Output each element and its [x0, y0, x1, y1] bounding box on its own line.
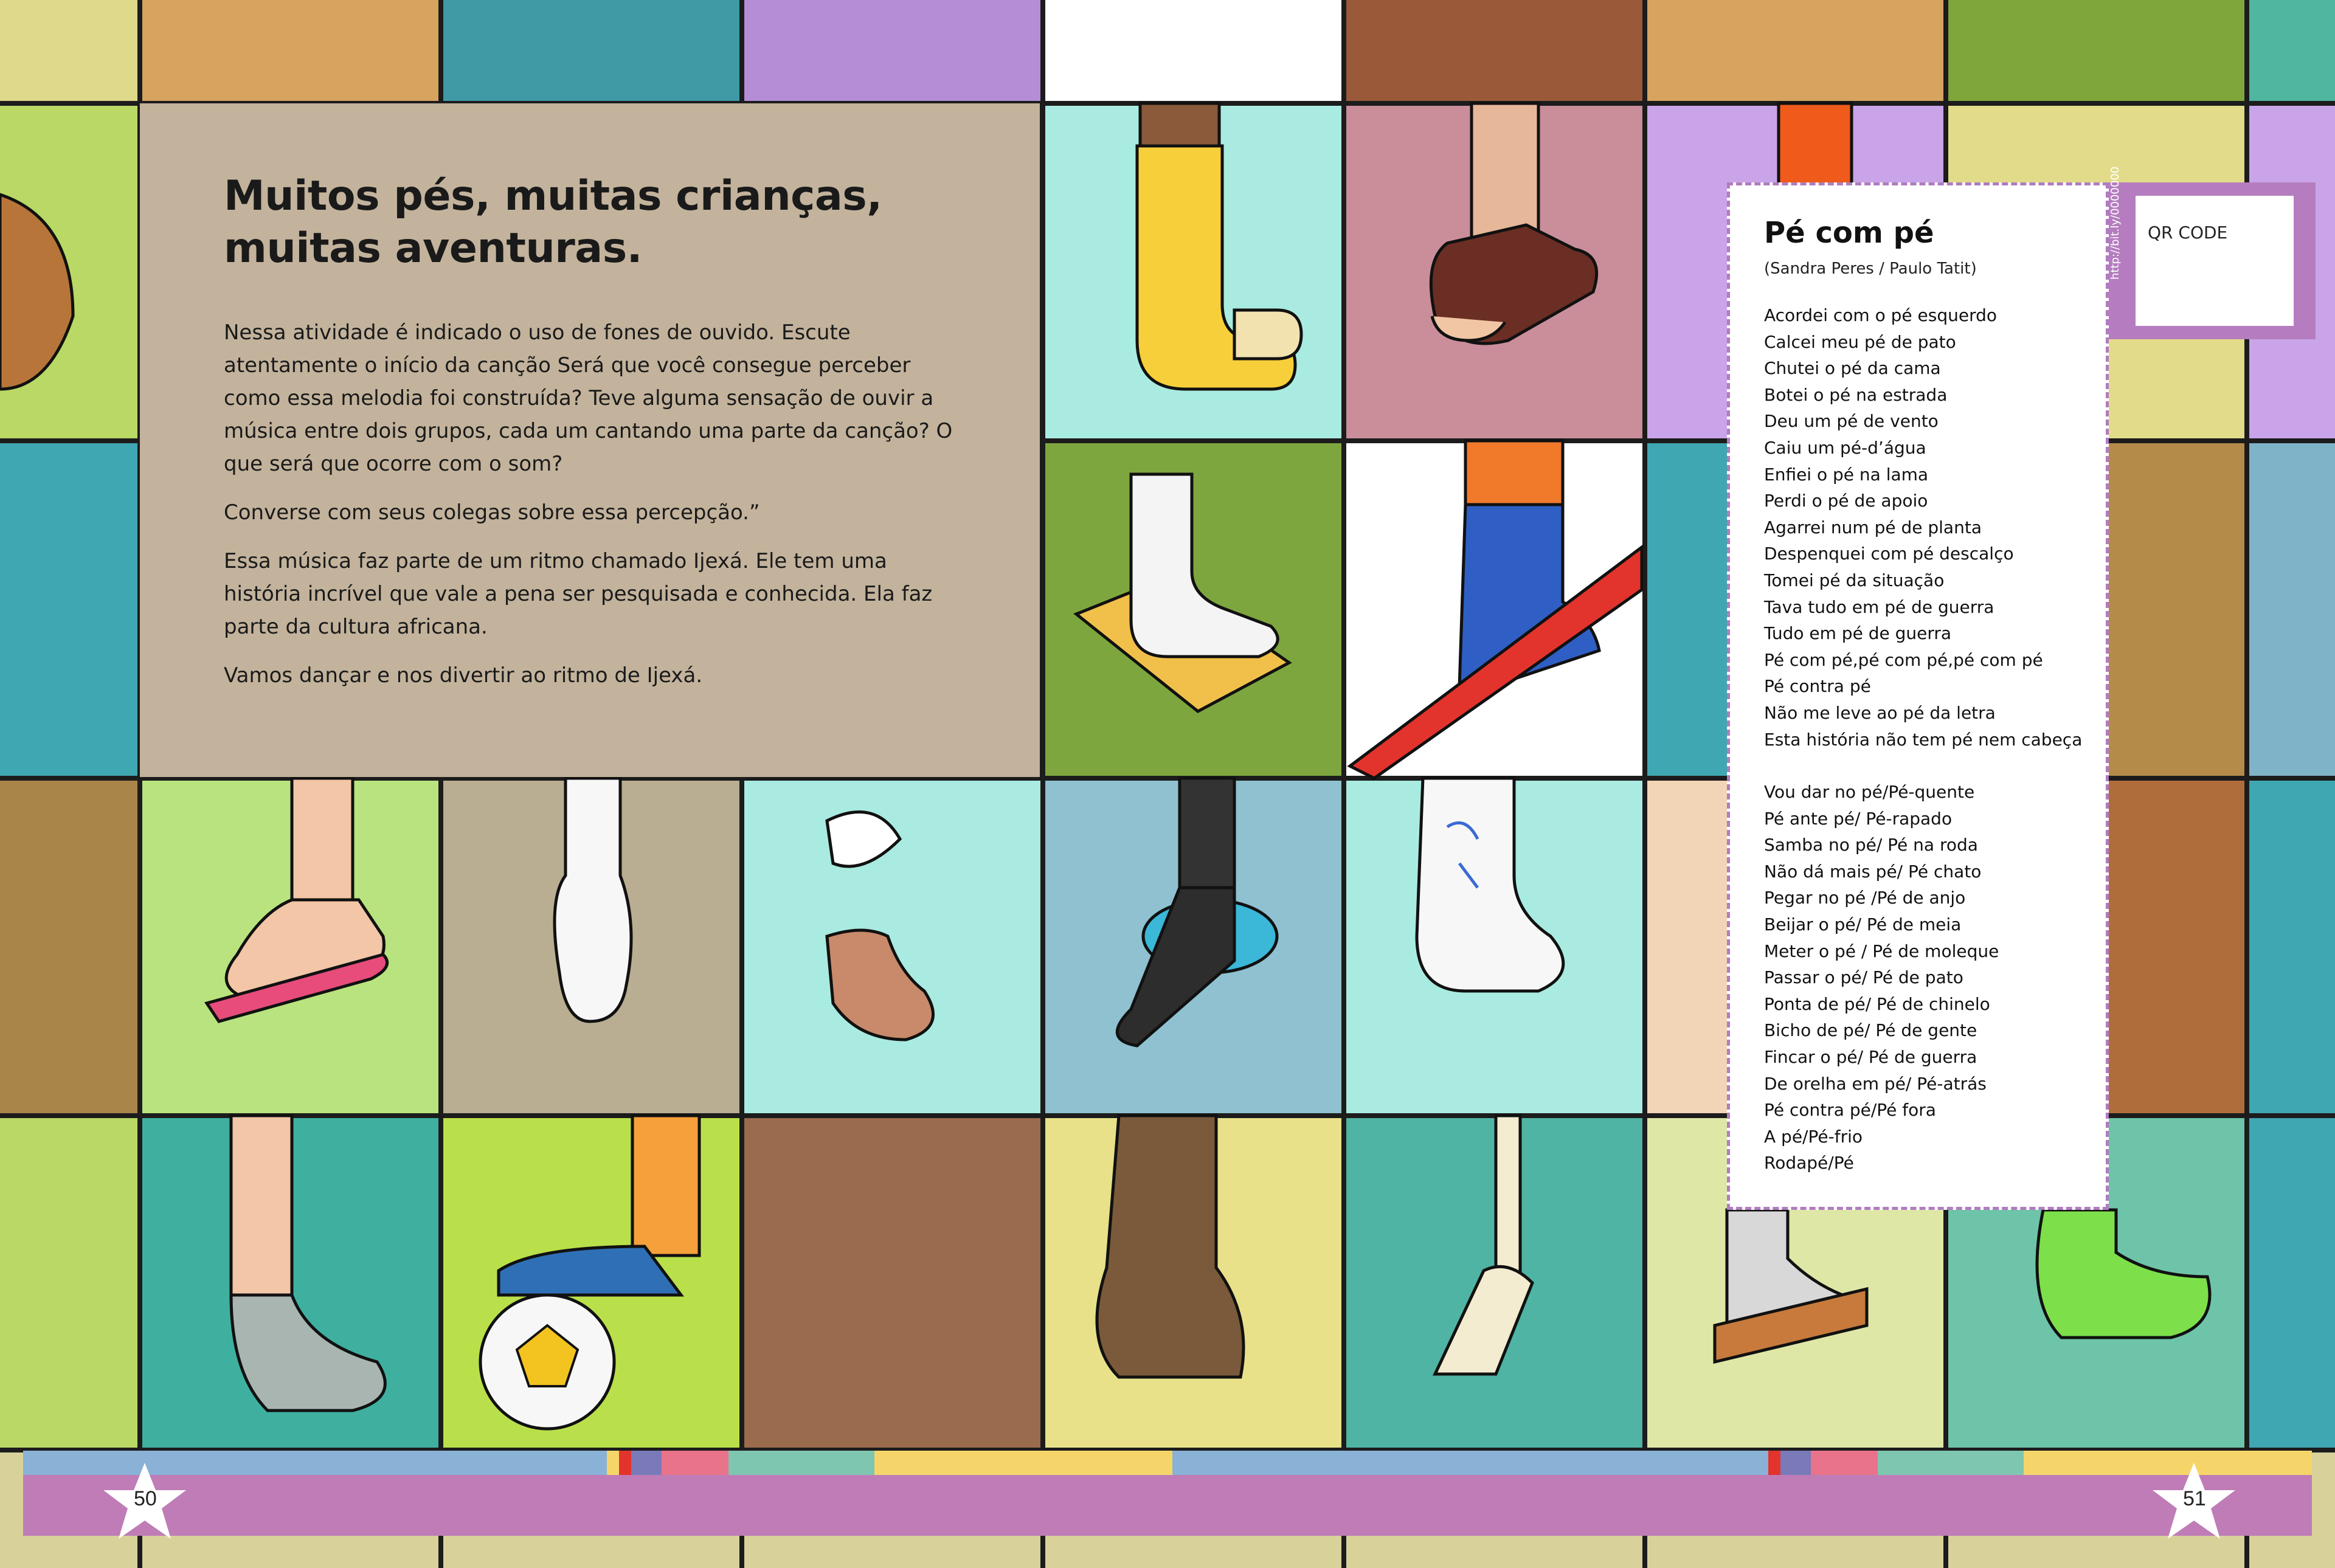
footer-band-yellow: [874, 1451, 1172, 1476]
qr-label: QR CODE: [2148, 223, 2228, 243]
footer-band-segment: [1780, 1451, 1811, 1476]
lyric-line: Chutei o pé da cama: [1764, 358, 1941, 379]
lyric-line: Tudo em pé de guerra: [1764, 623, 1952, 644]
lyric-line: Caiu um pé-d’água: [1764, 437, 1926, 458]
lyric-line: De orelha em pé/ Pé-atrás: [1764, 1073, 1987, 1094]
lyric-verse-1: [1764, 302, 2106, 753]
intro-paragraph-3: Essa música faz parte de um ritmo chamado Ijexá. Ele tem uma história incrível que vale a pena ser pesquisada e conhecida. Ela faz parte da cultura africana.: [224, 549, 933, 639]
footer-band-segment: [631, 1451, 662, 1476]
lyric-line: A pé/Pé-frio: [1764, 1126, 1863, 1147]
page-number-left: 50: [134, 1487, 157, 1510]
lyric-line: Despenquei com pé descalço: [1764, 544, 2014, 564]
intro-paragraph-1: Nessa atividade é indicado o uso de fones de ouvido. Escute atentamente o início da canção Será que você consegue perceber como essa melodia foi construída? Teve alguma sensação de ouvir a música entre dois grupos, cada um cantando uma parte da canção? O que será que ocorre com o som?: [224, 320, 953, 476]
lyric-line: Rodapé/Pé: [1764, 1153, 1854, 1173]
lyric-line: Acordei com o pé esquerdo: [1764, 305, 1998, 325]
footer-band-segment: [607, 1451, 619, 1476]
lyric-line: Botei o pé na estrada: [1764, 384, 1948, 405]
footer-band-segment: [1811, 1451, 1878, 1476]
footer-band-segment: [1878, 1451, 2024, 1476]
verse-gap: [1764, 753, 2106, 779]
lyric-card: [1727, 182, 2109, 1210]
lyric-title: Pé com pé: [1764, 216, 1934, 250]
lyric-authors: (Sandra Peres / Paulo Tatit): [1764, 260, 1977, 278]
qr-code-box[interactable]: [2109, 166, 2316, 339]
footer-band-blue: [1172, 1451, 1768, 1476]
lyric-line: Não me leve ao pé da letra: [1764, 702, 1996, 723]
lyric-line: Pé contra pé: [1764, 676, 1871, 697]
lyric-line: Esta história não tem pé nem cabeça: [1764, 729, 2083, 750]
lyric-line: Bicho de pé/ Pé de gente: [1764, 1020, 1977, 1041]
footer-band-segment: [1768, 1451, 1780, 1476]
footer-band-segment: [619, 1451, 631, 1476]
qr-url[interactable]: http://bit.ly/0000000: [2109, 166, 2122, 280]
intro-panel: [140, 103, 1040, 777]
qr-code-placeholder: [2136, 196, 2294, 326]
page-number-right: 51: [2183, 1487, 2206, 1510]
lyric-line: Pegar no pé /Pé de anjo: [1764, 888, 1966, 908]
footer-band-segment: [662, 1451, 728, 1476]
footer-purple-bar: [23, 1475, 2312, 1536]
lyric-line: Ponta de pé/ Pé de chinelo: [1764, 993, 1990, 1014]
lyric-line: Pé contra pé/Pé fora: [1764, 1100, 1936, 1121]
lyric-verse-2: [1764, 779, 2106, 1176]
lyric-line: Meter o pé / Pé de moleque: [1764, 941, 1999, 961]
lyric-line: Samba no pé/ Pé na roda: [1764, 835, 1978, 855]
lyric-line: Beijar o pé/ Pé de meia: [1764, 914, 1962, 935]
lyric-line: Perdi o pé de apoio: [1764, 491, 1928, 511]
lyric-line: Agarrei num pé de planta: [1764, 517, 1982, 537]
lyric-line: Passar o pé/ Pé de pato: [1764, 967, 1963, 988]
page-footer: [23, 1451, 2312, 1542]
lyric-line: Enfiei o pé na lama: [1764, 464, 1929, 485]
intro-title: Muitos pés, muitas crianças, muitas aventuras.: [224, 172, 882, 272]
intro-paragraph-4: Vamos dançar e nos divertir ao ritmo de Ijexá.: [224, 663, 703, 688]
footer-band-segment: [728, 1451, 874, 1476]
lyric-line: Pé com pé,pé com pé,pé com pé: [1764, 649, 2043, 670]
lyric-line: Pé ante pé/ Pé-rapado: [1764, 808, 1953, 829]
lyric-line: Deu um pé de vento: [1764, 411, 1939, 432]
lyric-line: Não dá mais pé/ Pé chato: [1764, 861, 1982, 882]
lyric-line: Calcei meu pé de pato: [1764, 331, 1956, 352]
ballet-slipper-illustration: [555, 778, 631, 1021]
lyric-line: Fincar o pé/ Pé de guerra: [1764, 1047, 1977, 1068]
intro-paragraph-2: Converse com seus colegas sobre essa percepção.”: [224, 500, 760, 525]
lyric-line: Tomei pé da situação: [1764, 570, 1945, 590]
lyric-line: Vou dar no pé/Pé-quente: [1764, 782, 1975, 803]
lyric-line: Tava tudo em pé de guerra: [1764, 596, 1994, 617]
